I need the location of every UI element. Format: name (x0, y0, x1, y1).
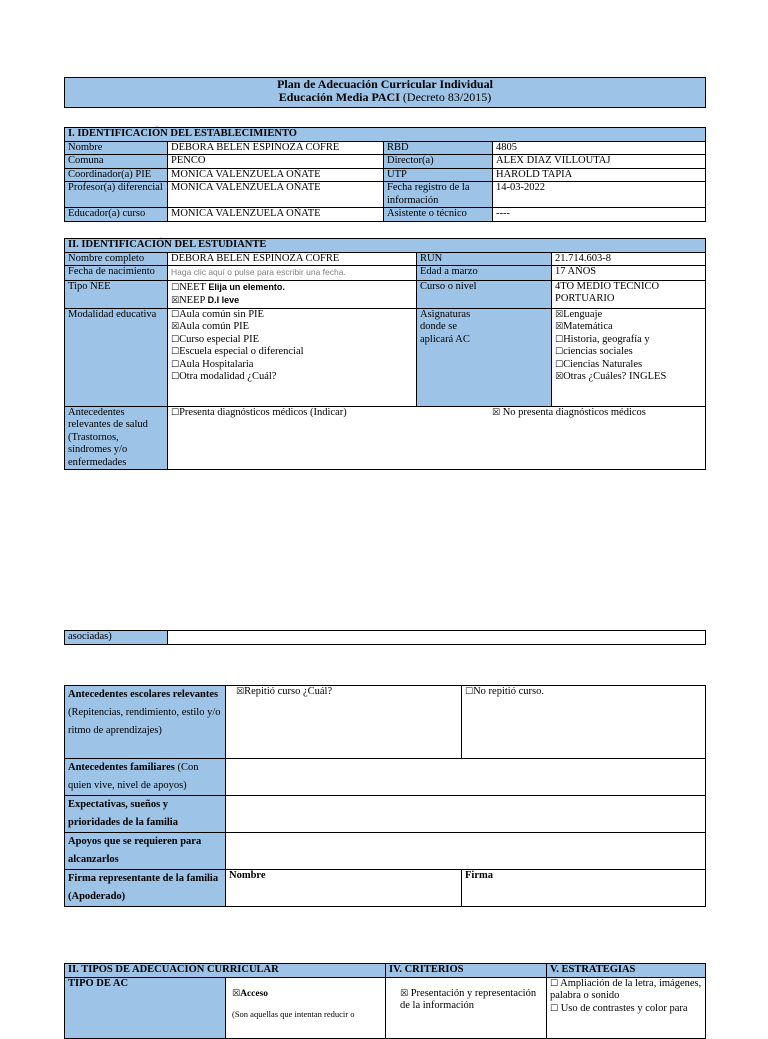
acceso-label: Acceso (240, 988, 269, 999)
table-row (65, 870, 706, 907)
label-expectativas (65, 796, 226, 833)
table-row (65, 796, 706, 833)
asignatura-option[interactable] (555, 309, 702, 322)
tipo-nee-field (168, 280, 417, 308)
option-label: Otra modalidad ¿Cuál? (179, 371, 277, 382)
value-comuna[interactable]: PENCO (168, 155, 384, 169)
label-antecedentes-escolares (65, 686, 226, 759)
label-antecedentes-familiares (65, 759, 226, 796)
label-fecha-registro: Fecha registro de la información (384, 182, 493, 208)
checkbox-checked-icon[interactable]: ☒ (400, 988, 409, 999)
no-repitio-option[interactable] (462, 686, 706, 759)
nombre-field[interactable]: Nombre (226, 870, 462, 907)
asignatura-option[interactable] (555, 371, 702, 384)
label-bold: Antecedentes escolares relevantes (68, 689, 219, 700)
modalidad-option[interactable] (171, 309, 413, 322)
label-educador: Educador(a) curso (65, 208, 168, 222)
checkbox-checked-icon[interactable]: ☒ (555, 322, 564, 332)
option-label: Escuela especial o diferencial (179, 346, 304, 357)
checkbox-unchecked-icon[interactable]: ☐ (171, 347, 180, 357)
label-tipo-nee: Tipo NEE (65, 280, 168, 308)
table-row (65, 759, 706, 796)
modalidad-options (168, 308, 417, 406)
checkbox-checked-icon[interactable]: ☒ (236, 687, 245, 697)
label-nombre-completo: Nombre completo (65, 252, 168, 266)
modalidad-option[interactable] (171, 346, 413, 359)
date-placeholder[interactable]: Haga clic aquí o pulse para escribir una fecha. (171, 267, 346, 277)
acceso-checkbox-row[interactable] (232, 988, 382, 1001)
estrategia-label: Uso de contrastes y color para (560, 1002, 688, 1014)
modalidad-option[interactable] (171, 334, 413, 347)
label-nombre: Nombre (65, 141, 168, 155)
option-label: Curso especial PIE (179, 333, 259, 345)
option-label: Aula común sin PIE (179, 308, 264, 320)
section-2-header: II. IDENTIFICACIÓN DEL ESTUDIANTE (65, 239, 706, 253)
table-row (65, 833, 706, 870)
table-row (65, 266, 706, 281)
estrategia-option[interactable] (550, 978, 702, 1003)
checkbox-checked-icon[interactable]: ☒ (555, 372, 564, 382)
neep-option[interactable] (171, 294, 413, 308)
value-curso[interactable]: 4TO MEDIO TECNICO PORTUARIO (552, 280, 706, 308)
antecedentes-salud-field (168, 406, 706, 470)
estrategia-option[interactable] (550, 1003, 702, 1016)
checkbox-unchecked-icon[interactable]: ☐ (465, 687, 474, 697)
label-comuna: Comuna (65, 155, 168, 169)
checkbox-unchecked-icon[interactable]: ☐ (555, 347, 564, 357)
student-table (64, 238, 706, 470)
table-row (65, 280, 706, 308)
option-label: Ciencias Naturales (563, 358, 643, 370)
title-line-1: Plan de Adecuación Curricular Individual (277, 77, 493, 91)
label-rbd: RBD (384, 141, 493, 155)
table-row (65, 141, 706, 155)
label-firma-representante (65, 870, 226, 907)
label-antecedentes-salud (65, 406, 168, 470)
asociadas-field[interactable] (168, 631, 706, 645)
checkbox-unchecked-icon[interactable]: ☐ (555, 359, 564, 370)
adecuacion-table (64, 963, 706, 1039)
option-label: Historia, geografía y (563, 333, 650, 345)
estrategia-label: Ampliación de la letra, imágenes, palabra o sonido (550, 977, 702, 1001)
table-row (65, 977, 706, 1038)
table-row (65, 406, 706, 470)
checkbox-checked-icon[interactable]: ☒ (171, 296, 180, 306)
apoyos-field[interactable] (226, 833, 706, 870)
asignatura-option[interactable] (555, 334, 702, 347)
label-asignaturas (417, 308, 552, 406)
document-title (64, 77, 706, 108)
label-utp: UTP (384, 168, 493, 182)
label-run: RUN (417, 252, 552, 266)
establishment-table (64, 127, 706, 222)
criterio-option[interactable] (386, 977, 547, 1038)
date-picker-field[interactable] (168, 266, 417, 281)
asignaturas-label-text: Asignaturas donde se aplicará AC (420, 308, 471, 345)
no-presenta-option[interactable] (492, 407, 646, 420)
table-row (65, 208, 706, 222)
checkbox-checked-icon[interactable]: ☒ (171, 322, 180, 332)
neep-dropdown[interactable]: D.I leve (207, 295, 240, 305)
value-edad[interactable]: 17 AÑOS (552, 266, 706, 281)
option-label: Otras ¿Cuáles? INGLES (563, 371, 667, 382)
checkbox-unchecked-icon[interactable]: ☐ (171, 359, 180, 370)
asignatura-option[interactable] (555, 359, 702, 372)
criterios-header: IV. CRITERIOS (386, 964, 547, 978)
label-rest: (Repitencias, rendimiento, estilo y/o ritmo de aprendizajes) (68, 707, 221, 736)
checkbox-unchecked-icon[interactable]: ☐ (171, 407, 180, 418)
presenta-option[interactable] (171, 407, 347, 418)
tipos-adecuacion-header: II. TIPOS DE ADECUACIÓN CURRICULAR (65, 964, 386, 978)
value-educador[interactable]: MONICA VALENZUELA OÑATE (168, 208, 384, 222)
checkbox-unchecked-icon[interactable]: ☐ (171, 334, 180, 345)
no-presenta-label: No presenta diagnósticos médicos (502, 406, 646, 418)
label-curso: Curso o nivel (417, 280, 552, 308)
neet-dropdown[interactable]: Elija un elemento. (208, 281, 285, 292)
option-label: Aula común PIE (179, 321, 250, 332)
family-table (64, 685, 706, 907)
checkbox-unchecked-icon[interactable]: ☐ (555, 334, 564, 345)
label-bold: Antecedentes familiares (68, 762, 175, 773)
presenta-label: Presenta diagnósticos médicos (Indicar) (179, 406, 347, 418)
expectativas-field[interactable] (226, 796, 706, 833)
checkbox-unchecked-icon[interactable]: ☐ (171, 309, 180, 320)
option-label: ciencias sociales (563, 346, 633, 357)
table-row (65, 686, 706, 759)
value-run[interactable]: 21.714.603-8 (552, 252, 706, 266)
title-line-2 (65, 91, 705, 104)
value-nombre-completo[interactable]: DEBORA BELEN ESPINOZA COFRE (168, 252, 417, 266)
label-bold: Expectativas, sueños y prioridades de la familia (68, 799, 178, 828)
label-profesor: Profesor(a) diferencial (65, 182, 168, 208)
table-row (65, 308, 706, 406)
label-coordinador: Coordinador(a) PIE (65, 168, 168, 182)
neet-option[interactable] (171, 281, 413, 295)
label-bold: Firma representante de la familia (Apoderado) (68, 873, 219, 902)
value-asistente[interactable]: ---- (493, 208, 706, 222)
checkbox-checked-icon[interactable]: ☒ (492, 407, 501, 418)
repitio-option[interactable] (226, 686, 462, 759)
option-label: Aula Hospitalaria (179, 358, 254, 370)
repitio-label: Repitió curso ¿Cuál? (244, 686, 333, 697)
asignatura-option[interactable] (555, 321, 702, 334)
table-row (65, 252, 706, 266)
firma-field[interactable]: Firma (462, 870, 706, 907)
label-asistente: Asistente o técnico (384, 208, 493, 222)
value-nombre[interactable]: DEBORA BELEN ESPINOZA COFRE (168, 141, 384, 155)
checkbox-unchecked-icon[interactable]: ☐ (171, 372, 180, 382)
title-line-2-bold: Educación Media PACI (278, 90, 400, 104)
checkbox-unchecked-icon[interactable]: ☐ (171, 282, 180, 293)
checkbox-unchecked-icon[interactable]: ☐ (550, 978, 559, 989)
value-utp[interactable]: HAROLD TAPIA (493, 168, 706, 182)
modalidad-option[interactable] (171, 359, 413, 372)
value-rbd[interactable]: 4805 (493, 141, 706, 155)
value-profesor[interactable]: MONICA VALENZUELA OÑATE (168, 182, 384, 208)
table-row (65, 631, 706, 645)
label-fecha-nacimiento: Fecha de nacimiento (65, 266, 168, 281)
continuation-table (64, 630, 706, 645)
checkbox-checked-icon[interactable]: ☒ (232, 988, 241, 999)
label-rest: (Con quien vive, nivel de apoyos) (68, 762, 199, 791)
label-edad: Edad a marzo (417, 266, 552, 281)
title-line-2-rest: (Decreto 83/2015) (399, 90, 492, 104)
estrategias-options (547, 977, 706, 1038)
checkbox-unchecked-icon[interactable]: ☐ (550, 1003, 559, 1014)
label-director: Director(a) (384, 155, 493, 169)
label-asociadas: asociadas) (65, 631, 168, 645)
antecedentes-familiares-field[interactable] (226, 759, 706, 796)
criterio-label: Presentación y representación de la información (400, 987, 537, 1011)
modalidad-option[interactable] (171, 321, 413, 334)
table-row (65, 155, 706, 169)
acceso-description: (Son aquellas que intentan reducir o (232, 1009, 355, 1019)
option-label: Lenguaje (563, 308, 603, 320)
option-label: Matemática (563, 321, 613, 332)
label-bold: Apoyos que se requieren para alcanzarlos (68, 836, 202, 865)
asignatura-option[interactable] (555, 346, 702, 359)
label-modalidad: Modalidad educativa (65, 308, 168, 406)
checkbox-checked-icon[interactable]: ☒ (555, 309, 564, 320)
neep-label: NEEP (179, 295, 205, 306)
neet-label: NEET (179, 281, 206, 293)
table-row (65, 168, 706, 182)
section-1-header: I. IDENTIFICACIÓN DEL ESTABLECIMIENTO (65, 128, 706, 142)
acceso-option[interactable] (226, 977, 386, 1038)
asignaturas-options (552, 308, 706, 406)
label-apoyos (65, 833, 226, 870)
modalidad-option[interactable] (171, 371, 413, 384)
estrategias-header: V. ESTRATEGIAS (547, 964, 706, 978)
value-coordinador[interactable]: MONICA VALENZUELA OÑATE (168, 168, 384, 182)
value-director[interactable]: ALEX DIAZ VILLOUTAJ (493, 155, 706, 169)
table-row (65, 182, 706, 208)
label-tipo-ac: TIPO DE AC (65, 977, 226, 1038)
no-repitio-label: No repitió curso. (473, 686, 544, 697)
criterio-checkbox-row[interactable] (400, 988, 543, 1013)
value-fecha-registro[interactable]: 14-03-2022 (493, 182, 706, 208)
antecedentes-label-text: Antecedentes relevantes de salud (Trastornos, síndromes y/o enfermedades (68, 406, 148, 468)
